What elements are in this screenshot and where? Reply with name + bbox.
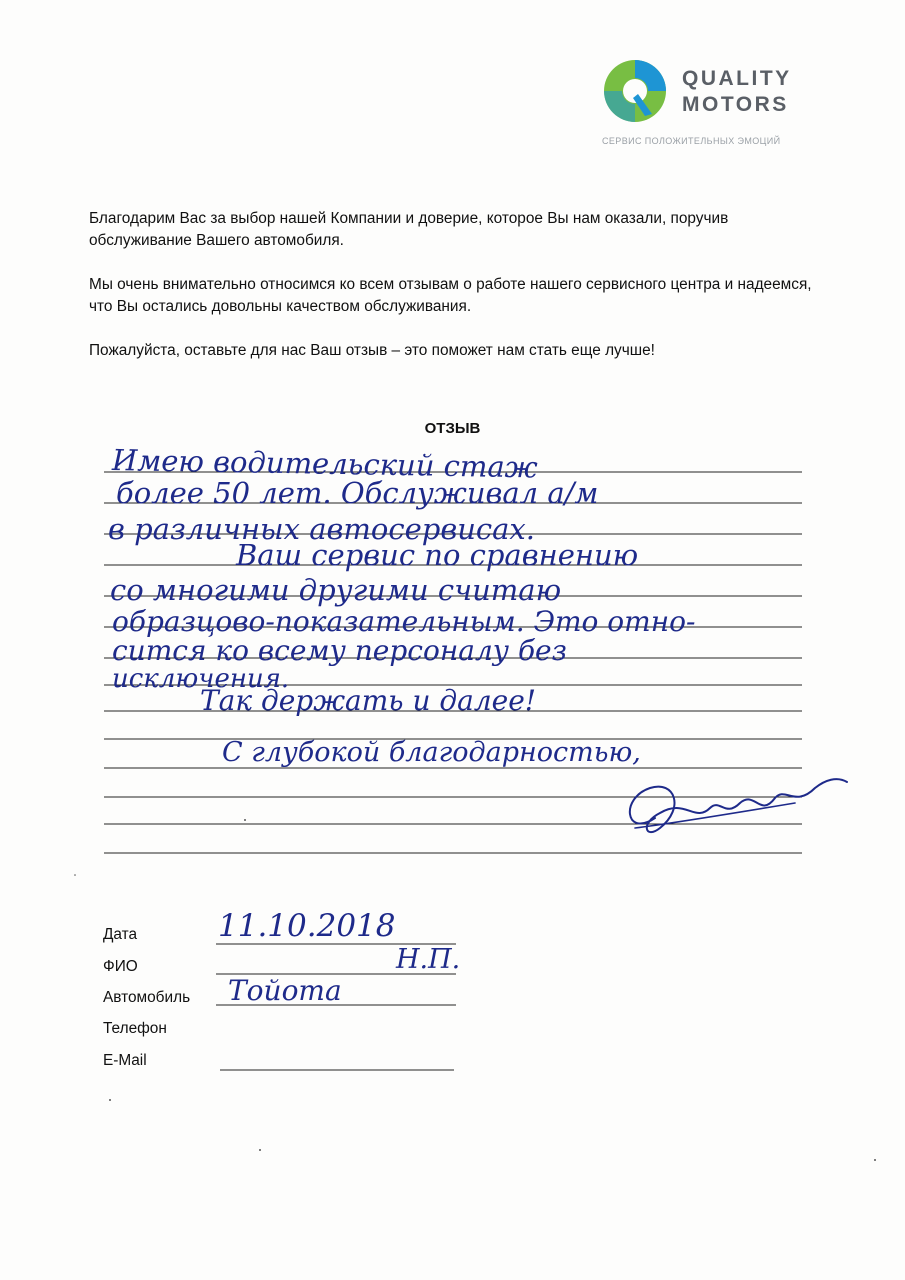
signature-icon: [615, 768, 855, 848]
phone-label: Телефон: [103, 1020, 167, 1037]
date-value: 11.10.2018: [218, 908, 396, 944]
review-line-6: образцово-показательным. Это отно-: [112, 605, 696, 638]
review-line-1: Имею водительский стаж: [111, 443, 538, 485]
email-label: E-Mail: [103, 1052, 147, 1069]
fio-label: ФИО: [103, 958, 138, 975]
review-line-9: Так держать и далее!: [200, 684, 537, 717]
q-logo-icon: [600, 56, 670, 126]
intro-paragraph-3: Пожалуйста, оставьте для нас Ваш отзыв – это поможет нам стать еще лучше!: [89, 342, 655, 359]
review-line-8: исключения.: [112, 664, 290, 694]
date-label: Дата: [103, 926, 138, 943]
quality-motors-logo: [600, 56, 830, 151]
car-value: Тойота: [228, 974, 342, 1007]
review-line-10: С глубокой благодарностью,: [222, 737, 641, 768]
review-heading: ОТЗЫВ: [424, 420, 481, 437]
review-line-2: более 50 лет. Обслуживал а/м: [116, 476, 599, 510]
review-line-5: со многими другими считаю: [110, 573, 562, 607]
logo-line-1: QUALITY: [682, 67, 792, 90]
intro-paragraph-2: Мы очень внимательно относимся ко всем отзывам о работе нашего сервисного центра и надеемся, что Вы остались довольны качеством обслуживания.: [89, 276, 812, 315]
review-line-7: сится ко всему персоналу без: [112, 634, 567, 667]
car-label: Автомобиль: [103, 989, 191, 1006]
fio-value: Н.П.: [396, 944, 461, 975]
review-line-4: Ваш сервис по сравнению: [236, 538, 639, 572]
review-line-3: в различных автосервисах.: [108, 512, 535, 546]
intro-paragraph-1: Благодарим Вас за выбор нашей Компании и доверие, которое Вы нам оказали, поручив обслуживание Вашего автомобиля.: [89, 210, 729, 249]
logo-tagline: СЕРВИС ПОЛОЖИТЕЛЬНЫХ ЭМОЦИЙ: [602, 136, 781, 146]
logo-line-2: MOTORS: [682, 93, 789, 116]
